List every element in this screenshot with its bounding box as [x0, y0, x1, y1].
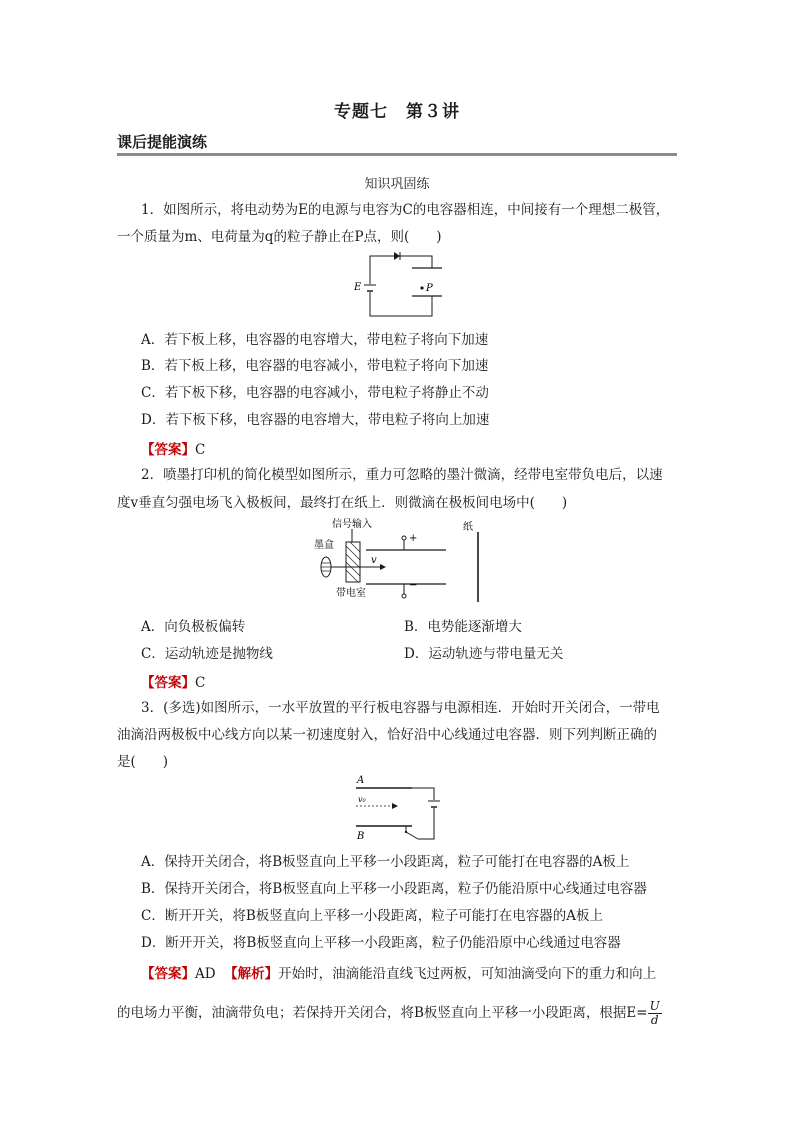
- answer-value: AD: [195, 966, 216, 982]
- q2-option-c: C．运动轨迹是抛物线: [141, 646, 273, 662]
- fig-label-p: P: [426, 283, 433, 294]
- q1-option-b: B．若下板上移，电容器的电容减小，带电粒子将向下加速: [141, 358, 489, 374]
- q1-answer: [141, 438, 205, 458]
- q2-answer: [141, 671, 205, 691]
- diode-icon: [394, 252, 400, 260]
- q3-capacitor-diagram: [352, 772, 444, 844]
- q3-stem-line1: 3．(多选)如图所示，一水平放置的平行板电容器与电源相连．开始时开关闭合，一带电: [141, 700, 660, 716]
- formula-fraction: [648, 1000, 662, 1027]
- subsection-heading: 知识巩固练: [364, 177, 430, 192]
- page-title: 专题七 第３讲: [334, 102, 460, 122]
- q3-stem-line3: 是( ): [117, 754, 169, 770]
- q2-stem-line1: 2．喷墨打印机的简化模型如图所示，重力可忽略的墨汁微滴，经带电室带负电后，以速: [141, 467, 663, 483]
- velocity-arrow-icon: [392, 803, 398, 809]
- fig-label-b: B: [357, 831, 365, 842]
- particle-p-dot: [420, 286, 423, 289]
- q3-option-d: D．断开开关，将B板竖直向上平移一小段距离，粒子仍能沿原中心线通过电容器: [141, 935, 621, 951]
- fraction-numerator: U: [649, 999, 660, 1013]
- fig-label-plus: +: [409, 533, 418, 544]
- q1-option-c: C．若下板下移，电容器的电容减小，带电粒子将静止不动: [141, 385, 489, 401]
- fig-label-paper: 纸: [463, 522, 473, 533]
- q3-analysis-line2: [117, 1000, 662, 1027]
- analysis-text-2: 的电场力平衡，油滴带负电；若保持开关闭合，将B板竖直向上平移一小段距离，根据E=: [117, 1005, 648, 1021]
- q1-circuit-diagram: [350, 250, 446, 322]
- q3-option-a: A．保持开关闭合，将B板竖直向上平移一小段距离，粒子可能打在电容器的A板上: [141, 854, 630, 870]
- fig-label-e: E: [354, 282, 362, 293]
- fraction-denominator: d: [650, 1013, 659, 1027]
- answer-label: 【答案】: [141, 442, 195, 458]
- answer-value: C: [195, 675, 206, 691]
- fig-label-v0: v₀: [358, 795, 366, 804]
- fig-label-charge: 带电室: [336, 588, 366, 599]
- q2-option-a: A．向负极板偏转: [141, 619, 246, 635]
- q2-inkjet-diagram: [308, 516, 492, 602]
- q3-stem-line2: 油滴沿两极板中心线方向以某一初速度射入，恰好沿中心线通过电容器．则下列判断正确的: [117, 727, 657, 743]
- answer-value: C: [195, 442, 206, 458]
- answer-label: 【答案】: [141, 675, 195, 691]
- section-divider: [117, 153, 677, 156]
- fig-label-a: A: [357, 775, 365, 786]
- fig-label-v: v: [371, 555, 377, 566]
- q2-option-b: B．电势能逐渐增大: [404, 619, 522, 635]
- q1-option-a: A．若下板上移，电容器的电容增大，带电粒子将向下加速: [141, 332, 489, 348]
- q3-answer: [141, 962, 656, 982]
- analysis-label: 【解析】: [224, 966, 279, 982]
- q1-stem-line2: 一个质量为m、电荷量为q的粒子静止在P点，则( ): [117, 229, 442, 245]
- q1-option-d: D．若下板下移，电容器的电容增大，带电粒子将向上加速: [141, 412, 490, 428]
- q3-option-b: B．保持开关闭合，将B板竖直向上平移一小段距离，粒子仍能沿原中心线通过电容器: [141, 881, 647, 897]
- q1-stem-line1: 1．如图所示，将电动势为E的电源与电容为C的电容器相连，中间接有一个理想二极管，: [141, 202, 670, 218]
- fig-label-minus: −: [409, 580, 418, 591]
- fig-label-signal: 信号输入: [332, 519, 372, 530]
- answer-label: 【答案】: [141, 966, 195, 982]
- q2-stem-line2: 度v垂直匀强电场飞入极板间，最终打在纸上．则微滴在极板间电场中( ): [117, 495, 568, 511]
- q2-option-d: D．运动轨迹与带电量无关: [404, 646, 564, 662]
- section-heading: 课后提能演练: [117, 133, 208, 151]
- fig-label-ink: 墨盒: [314, 540, 334, 551]
- velocity-arrow-icon: [380, 564, 386, 570]
- analysis-text: 开始时，油滴能沿直线飞过两板，可知油滴受向下的重力和向上: [278, 966, 657, 982]
- switch-icon: [406, 832, 418, 839]
- q3-option-c: C．断开开关，将B板竖直向上平移一小段距离，粒子可能打在电容器的A板上: [141, 908, 603, 924]
